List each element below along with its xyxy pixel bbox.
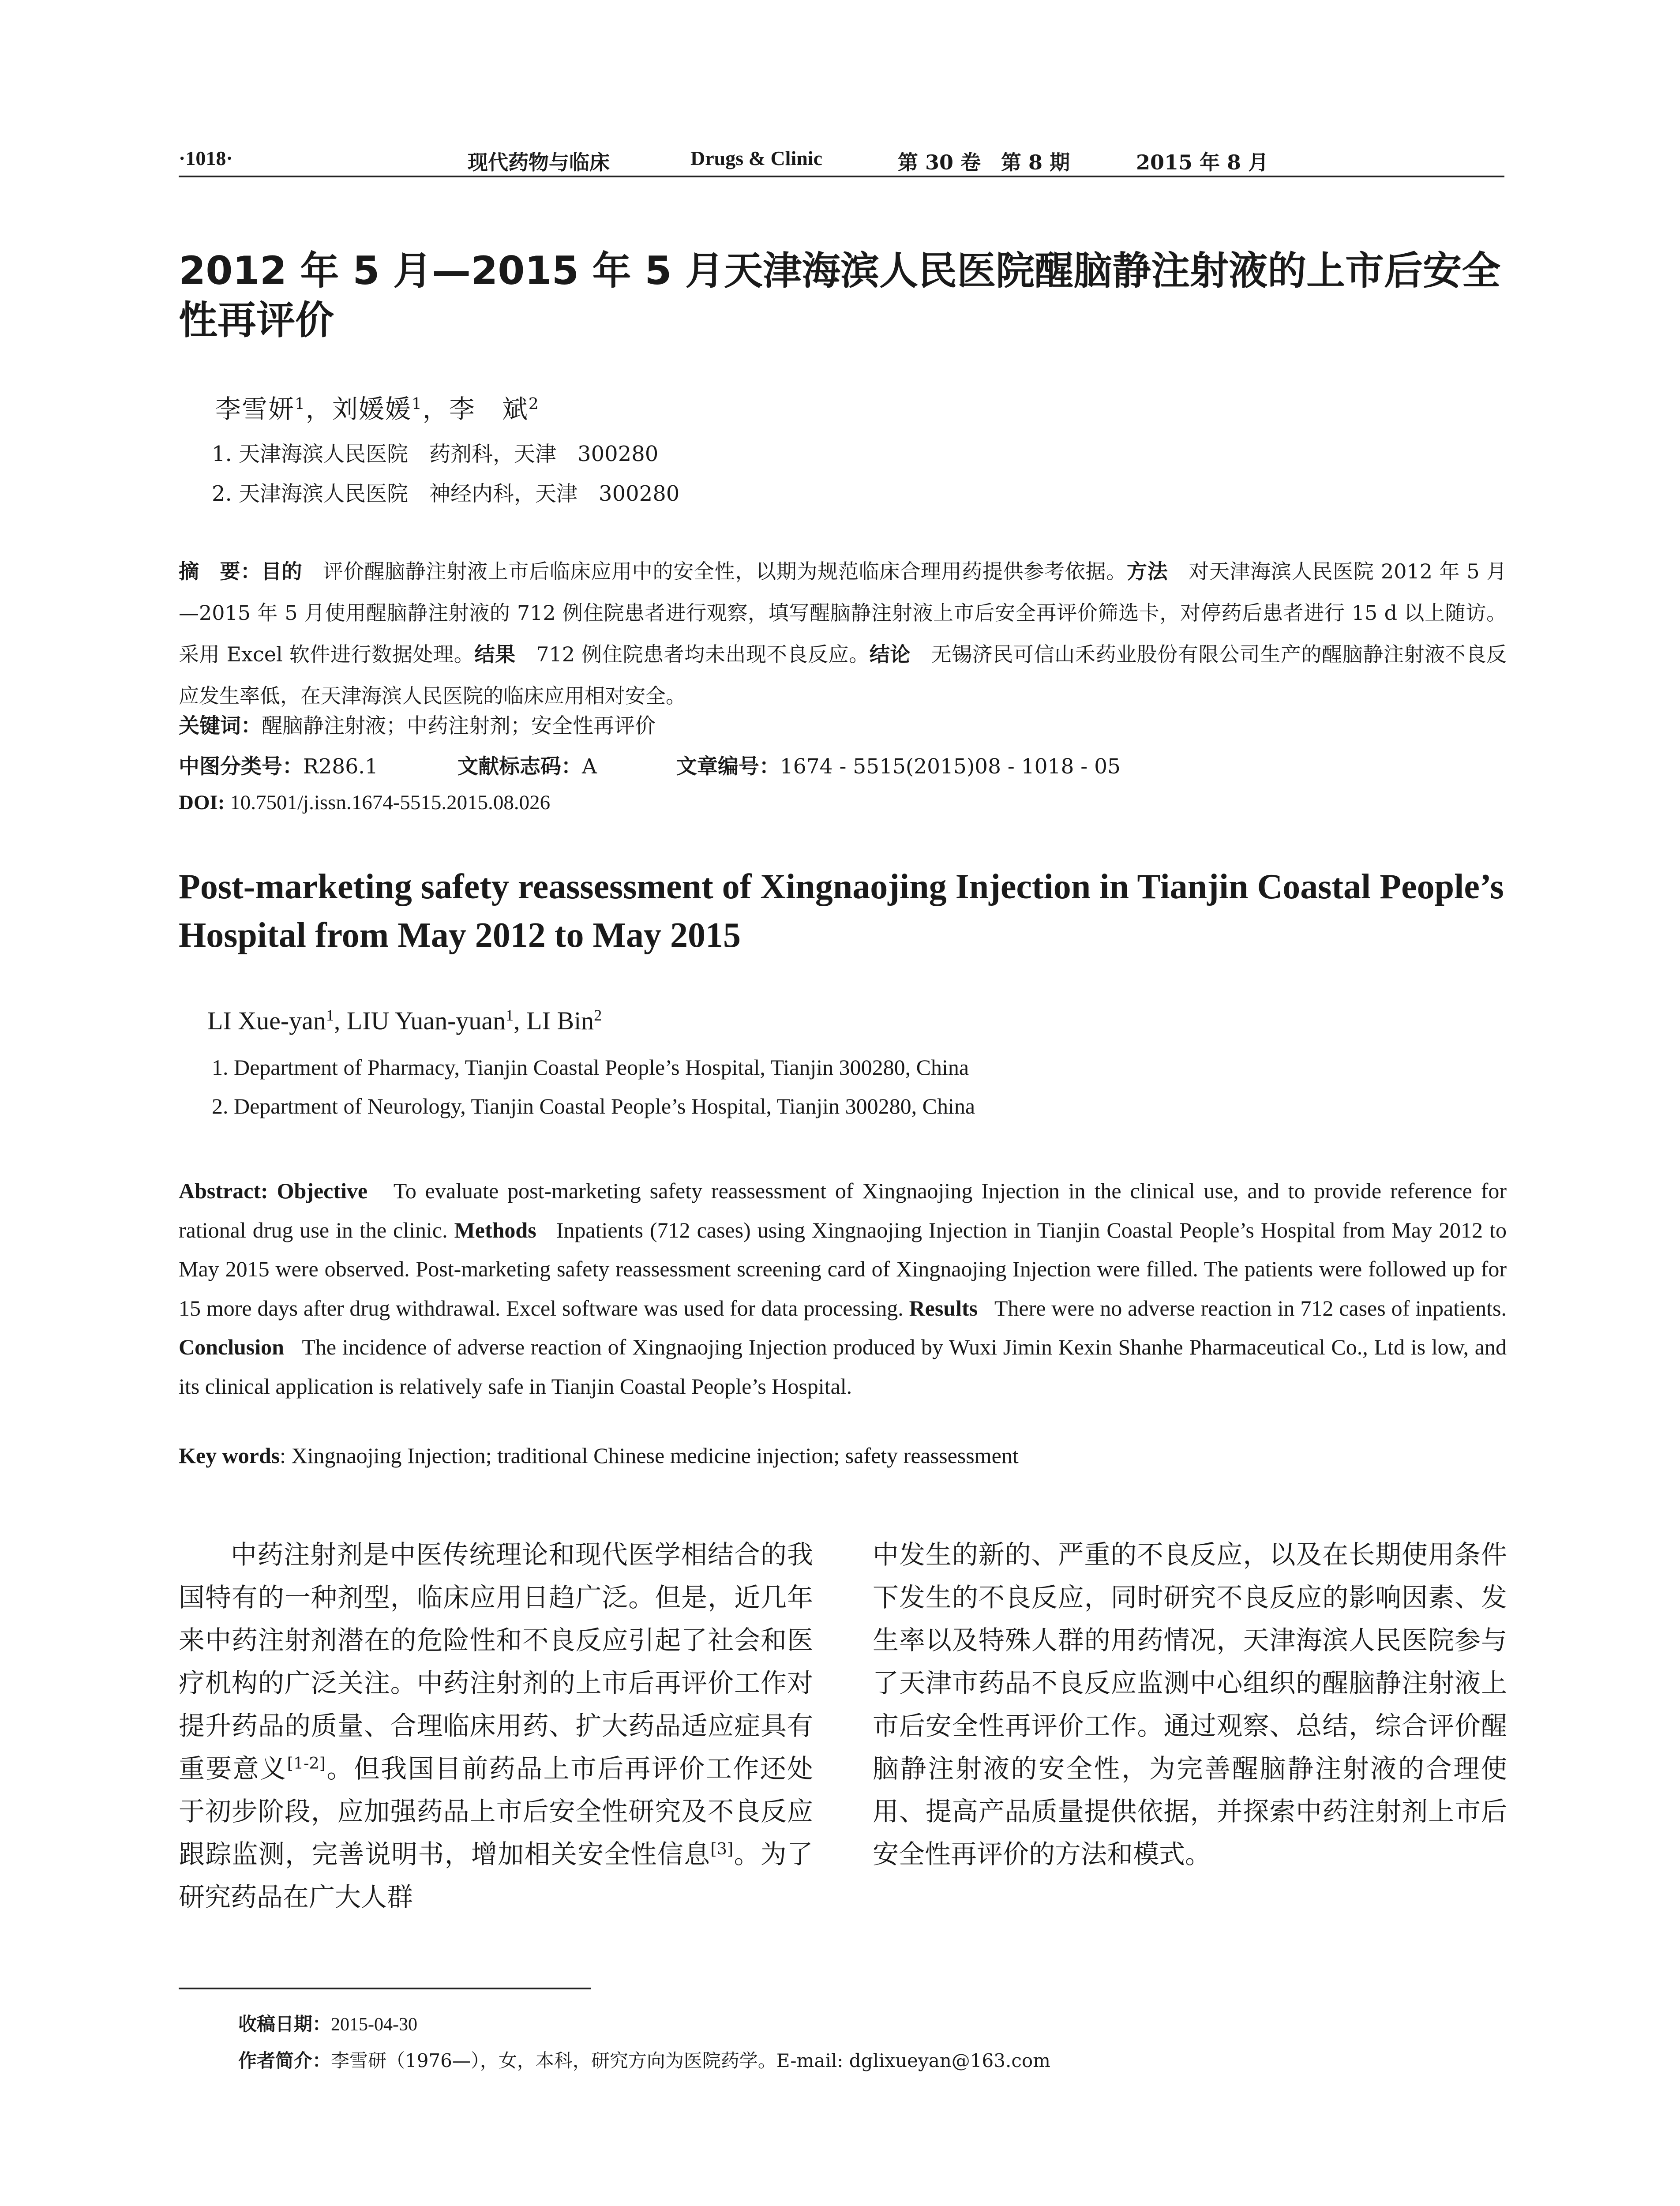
chinese-title: 2012 年 5 月—2015 年 5 月天津海滨人民医院醒脑静注射液的上市后安全性再评价 xyxy=(179,248,1501,343)
received-date xyxy=(238,2010,417,2036)
author-name: 刘媛媛 xyxy=(332,394,412,424)
journal-title-en: Drugs & Clinic xyxy=(690,147,822,169)
author-affil-mark: 1 xyxy=(326,1006,334,1024)
doi-label: DOI: xyxy=(179,791,225,814)
doccode-label: 文献标志码： xyxy=(457,754,582,779)
author-affil-mark: 2 xyxy=(528,395,540,413)
body-text: 中发生的新的、严重的不良反应，以及在长期使用条件下发生的不良反应，同时研究不良反应的影响因素、发生率以及特殊人群的用药情况，天津海滨人民医院参与了天津市药品不良反应监测中心组织的醒脑静注射液上市后安全性再评价工作。通过观察、总结，综合评价醒脑静注射液的安全性，为完善醒脑静注射液的合理使用、提高产品质量提供依据，并探索中药注射剂上市后安全性再评价的方法和模式。 xyxy=(873,1539,1507,1869)
bio-label: 作者简介： xyxy=(238,2050,331,2071)
english-title: Post-marketing safety reassessment of Xingnaojing Injection in Tianjin Coastal People’s Hospital from May 2012 to May 2015 xyxy=(179,867,1504,955)
abstract-label: 摘 要： xyxy=(179,559,261,583)
header-rule xyxy=(179,176,1504,177)
doi-line xyxy=(179,791,550,814)
english-keywords xyxy=(179,1443,1019,1468)
citation: [1-2] xyxy=(287,1753,326,1773)
abstract-label: Abstract: xyxy=(179,1178,268,1203)
conclusion-label: 结论 xyxy=(869,642,911,666)
keywords-text: 醒脑静注射液；中药注射剂；安全性再评价 xyxy=(262,714,656,738)
results-label: Results xyxy=(909,1295,978,1321)
issue-date: 2015 年 8 月 xyxy=(1136,150,1269,174)
chinese-affiliation: 1. 天津海滨人民医院 药剂科，天津 300280 xyxy=(212,442,659,466)
author-affil-mark: 1 xyxy=(506,1006,514,1024)
body-text: 中药注射剂是中医传统理论和现代医学相结合的我国特有的一种剂型，临床应用日趋广泛。但是，近几年来中药注射剂潜在的危险性和不良反应引起了社会和医疗机构的广泛关注。中药注射剂的上市后再评价工作对提升药品的质量、合理临床用药、扩大药品适应症具有重要意义 xyxy=(179,1539,813,1784)
received-label: 收稿日期： xyxy=(238,2013,331,2035)
author-affil-mark: 2 xyxy=(594,1006,602,1024)
author-affil-mark: 1 xyxy=(295,395,306,413)
author-name: 李 斌 xyxy=(449,394,529,424)
doi-value: 10.7501/j.issn.1674-5515.2015.08.026 xyxy=(230,791,551,814)
journal-title-cn: 现代药物与临床 xyxy=(468,150,610,174)
chinese-abstract xyxy=(179,551,1507,717)
keywords-label: Key words xyxy=(179,1443,280,1468)
body-column-left xyxy=(179,1533,813,1918)
author-name: 李雪妍 xyxy=(215,394,295,424)
english-affiliation: 2. Department of Neurology, Tianjin Coastal People’s Hospital, Tianjin 300280, China xyxy=(212,1094,975,1118)
classification-line xyxy=(179,750,1121,780)
methods-label: Methods xyxy=(454,1217,536,1242)
methods-label: 方法 xyxy=(1127,559,1168,583)
objective-text: 评价醒脑静注射液上市后临床应用中的安全性，以期为规范临床合理用药提供参考依据。 xyxy=(323,559,1127,583)
conclusion-label: Conclusion xyxy=(179,1335,284,1359)
page-number: ·1018· xyxy=(179,147,233,169)
clc-label: 中图分类号： xyxy=(179,754,303,779)
results-label: 结果 xyxy=(474,642,516,666)
keywords-label: 关键词： xyxy=(179,714,262,738)
author-affil-mark: 1 xyxy=(411,395,423,413)
results-text: 712 例住院患者均未出现不良反应。 xyxy=(536,642,870,666)
article-number: 1674 - 5515(2015)08 - 1018 - 05 xyxy=(780,754,1121,779)
chinese-authors: 李雪妍$^1$，刘媛媛$^1$，李 斌$^2$ xyxy=(215,394,540,424)
keywords-text: : Xingnaojing Injection; traditional Chinese medicine injection; safety reassessment xyxy=(280,1443,1019,1468)
methods-text: 对天津海滨人民医院 2012 年 5 月—2015 年 5 月使用醒脑静注射液的 712 例住院患者进行观察，填写醒脑静注射液上市后安全再评价筛选卡，对停药后患者进行 15 d 以上随访。采用 Excel 软件进行数据处理。 xyxy=(179,559,1507,666)
bio-text: 李雪研（1976—），女，本科，研究方向为医院药学。E-mail: dglixueyan@163.com xyxy=(331,2050,1050,2071)
body-column-right xyxy=(873,1533,1507,1876)
clc-code: R286.1 xyxy=(303,754,378,779)
objective-label: Objective xyxy=(277,1178,368,1203)
english-abstract xyxy=(179,1171,1507,1406)
author-name: LI Xue-yan xyxy=(207,1006,326,1035)
chinese-keywords xyxy=(179,709,656,739)
objective-text: To evaluate post-marketing safety reassessment of Xingnaojing Injection in the clinical use, and to provide reference for rational drug use in the clinic. xyxy=(179,1178,1507,1242)
author-name: LIU Yuan-yuan xyxy=(346,1006,506,1035)
body-text: 。为了研究药品在广大人群 xyxy=(179,1839,813,1912)
article-number-label: 文章编号： xyxy=(676,754,780,779)
objective-label: 目的 xyxy=(261,559,303,583)
volume-issue: 第 30 卷 第 8 期 xyxy=(898,150,1070,174)
conclusion-text: The incidence of adverse reaction of Xingnaojing Injection produced by Wuxi Jimin Kexin Shanhe Pharmaceutical Co., Ltd is low, and its clinical application is relatively safe in Tianjin Coastal People’s Hospital. xyxy=(179,1335,1507,1399)
footnote-rule xyxy=(179,1988,591,1989)
received-value: 2015-04-30 xyxy=(331,2015,417,2035)
doccode-value: A xyxy=(581,754,597,779)
english-affiliation: 1. Department of Pharmacy, Tianjin Coastal People’s Hospital, Tianjin 300280, China xyxy=(212,1055,969,1080)
conclusion-text: 无锡济民可信山禾药业股份有限公司生产的醒脑静注射液不良反应发生率低，在天津海滨人民医院的临床应用相对安全。 xyxy=(179,642,1507,708)
citation: [3] xyxy=(710,1839,734,1858)
running-header xyxy=(179,140,1504,176)
author-bio xyxy=(238,2046,1050,2073)
english-authors: LI Xue-yan$^1$, LIU Yuan-yuan$^1$, LI Bin$^2$ xyxy=(207,1006,602,1035)
results-text: There were no adverse reaction in 712 cases of inpatients. xyxy=(994,1295,1507,1321)
methods-text: Inpatients (712 cases) using Xingnaojing Injection in Tianjin Coastal People’s Hospital from May 2012 to May 2015 were observed. Post-marketing safety reassessment screening card of Xingnaojing Injection were filled. The patients were followed up for 15 more days after drug withdrawal. Excel software was used for data processing. xyxy=(179,1217,1507,1321)
chinese-affiliation: 2. 天津海滨人民医院 神经内科，天津 300280 xyxy=(212,481,680,506)
body-text: 。但我国目前药品上市后再评价工作还处于初步阶段，应加强药品上市后安全性研究及不良反应跟踪监测，完善说明书，增加相关安全性信息 xyxy=(179,1753,813,1869)
author-name: LI Bin xyxy=(526,1006,594,1035)
